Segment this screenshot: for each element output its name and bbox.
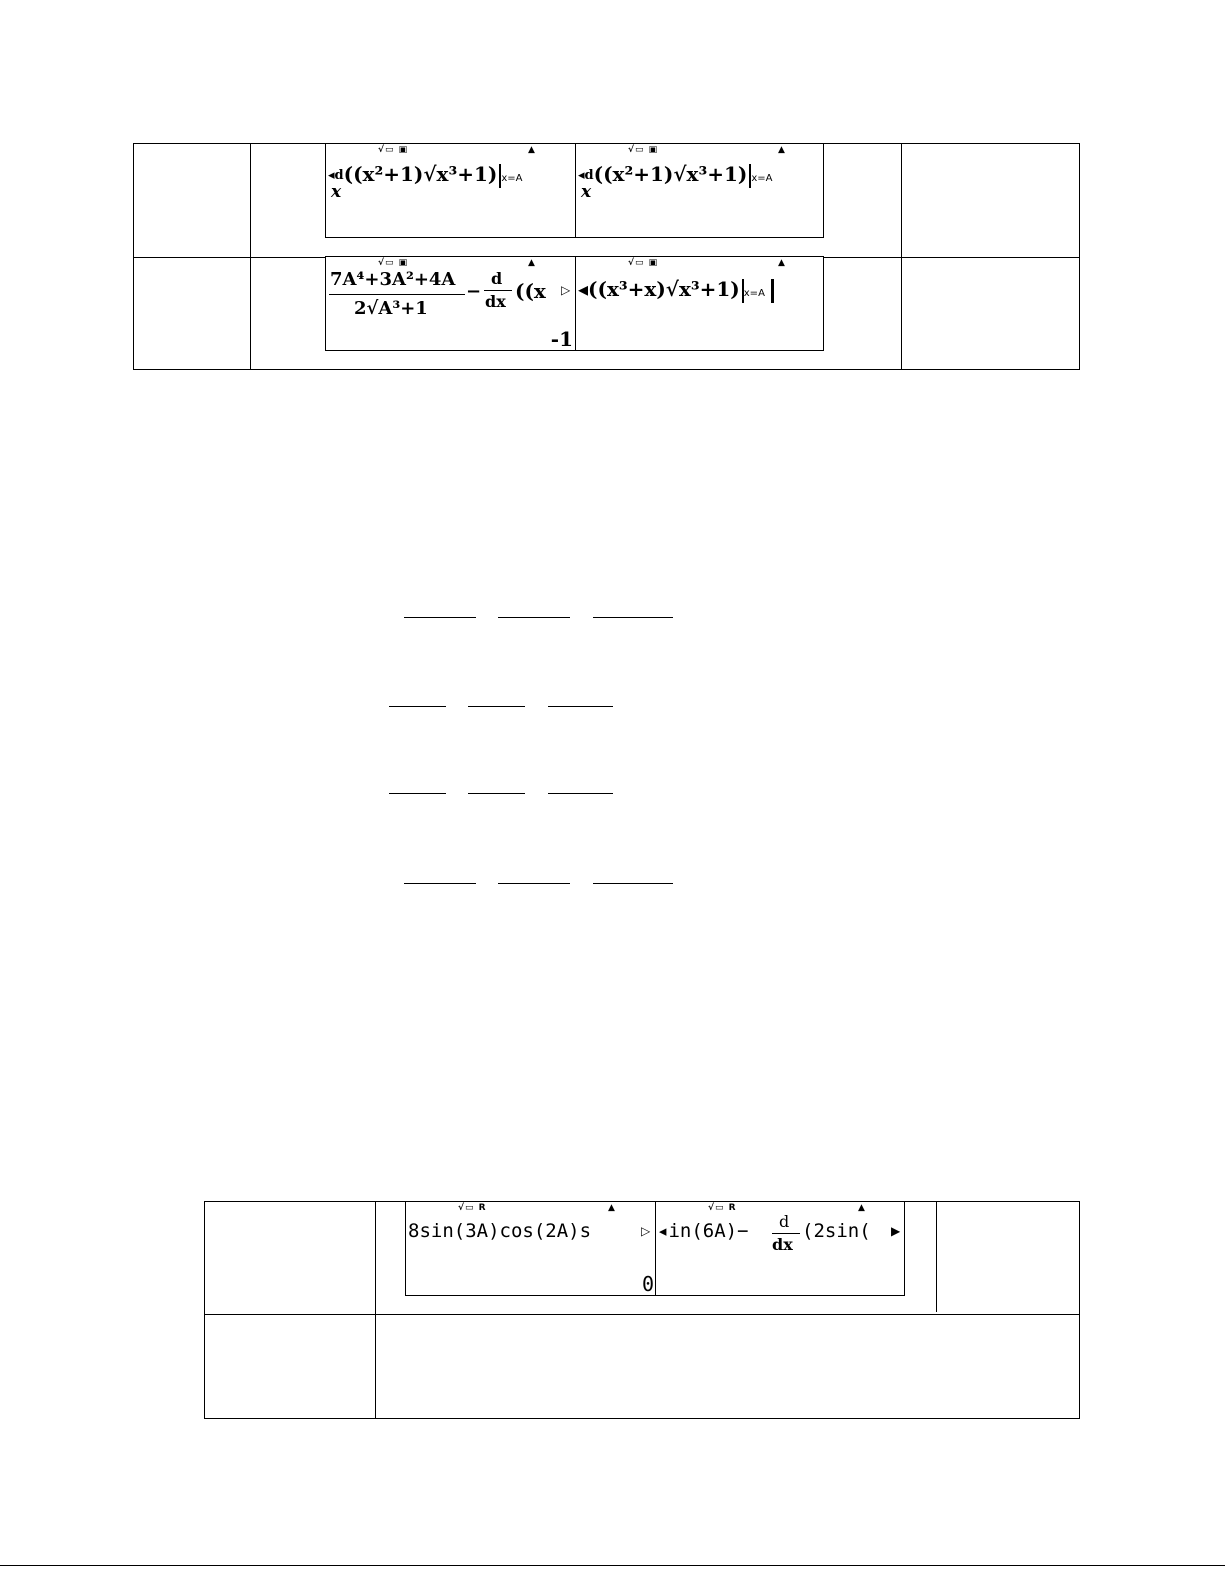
scroll-up-icon: ▲: [528, 145, 535, 155]
scroll-up-icon: ▲: [528, 258, 535, 268]
derivative-d: d: [779, 1212, 790, 1231]
derivative-dx: dx: [485, 292, 506, 311]
blank-line: [468, 793, 525, 794]
cursor-right-icon: ▷: [641, 1224, 651, 1238]
calc-indicator-icon: √▭ ▣: [628, 145, 659, 155]
calc-result: -1: [550, 327, 573, 350]
calc-indicator-icon: √▭ R: [708, 1203, 737, 1213]
scroll-up-icon: ▲: [778, 258, 785, 268]
cursor-right-icon: ▶: [891, 1224, 901, 1238]
derivative-bar: [772, 1233, 800, 1234]
table-2-col-divider: [375, 1202, 376, 1418]
fraction-bar: [329, 294, 465, 295]
scroll-up-icon: ▲: [608, 1203, 615, 1213]
blank-line: [404, 883, 476, 884]
calculator-screen-right-half: [576, 144, 824, 237]
calc-indicator-icon: √▭ ▣: [628, 258, 659, 268]
calculator-screen-row1: [325, 143, 824, 238]
blank-line: [498, 617, 570, 618]
derivative-bar: [484, 290, 512, 291]
cursor-right-icon: ▷: [561, 283, 571, 297]
blank-line: [548, 793, 613, 794]
blank-line: [593, 617, 673, 618]
fraction-denominator: 2√A³+1: [354, 298, 428, 319]
trig-expression: 8sin(3A)cos(2A)s: [408, 1220, 592, 1242]
minus-sign: −: [466, 281, 482, 302]
blank-line: [389, 793, 446, 794]
calculator-screen-trig: [405, 1201, 905, 1296]
fraction-numerator: 7A⁴+3A²+4A: [330, 269, 456, 290]
trig-expression: ◂in(6A)−: [657, 1220, 749, 1242]
derivative-expression: ◂d((x²+1)√x³+1) x=A: [578, 162, 773, 186]
calculator-screen-right-half: [656, 1202, 905, 1295]
calc-indicator-icon: √▭ ▣: [378, 145, 409, 155]
calc-result: 0: [641, 1272, 654, 1295]
blank-line: [389, 706, 446, 707]
table-2-row-divider: [205, 1314, 1079, 1315]
derivative-variable: x: [331, 182, 342, 202]
calc-indicator-icon: √▭ ▣: [378, 258, 409, 268]
scroll-up-icon: ▲: [858, 1203, 865, 1213]
calculator-screen-left-half: [326, 144, 575, 237]
page-bottom-rule: [0, 1565, 1225, 1566]
expression-tail: ((x: [515, 279, 546, 303]
trig-expression-tail: (2sin(: [802, 1220, 871, 1242]
blank-line: [548, 706, 613, 707]
derivative-variable: x: [581, 182, 592, 202]
scroll-up-icon: ▲: [778, 145, 785, 155]
derivative-expression: ◂d((x²+1)√x³+1) x=A: [328, 162, 523, 186]
blank-line: [404, 617, 476, 618]
table-2-col-divider: [936, 1202, 937, 1312]
blank-line: [498, 883, 570, 884]
blank-line: [593, 883, 673, 884]
calc-indicator-icon: √▭ R: [458, 1203, 487, 1213]
calculator-screen-right-half: [576, 257, 824, 350]
calculator-screen-left-half: [406, 1202, 655, 1295]
calculator-screen-row2: [325, 256, 824, 351]
calculator-screen-left-half: [326, 257, 575, 350]
blank-line: [468, 706, 525, 707]
derivative-expression: ◂((x³+x)√x³+1) x=A: [578, 277, 774, 303]
derivative-dx: dx: [772, 1235, 793, 1254]
derivative-d: d: [491, 269, 503, 288]
